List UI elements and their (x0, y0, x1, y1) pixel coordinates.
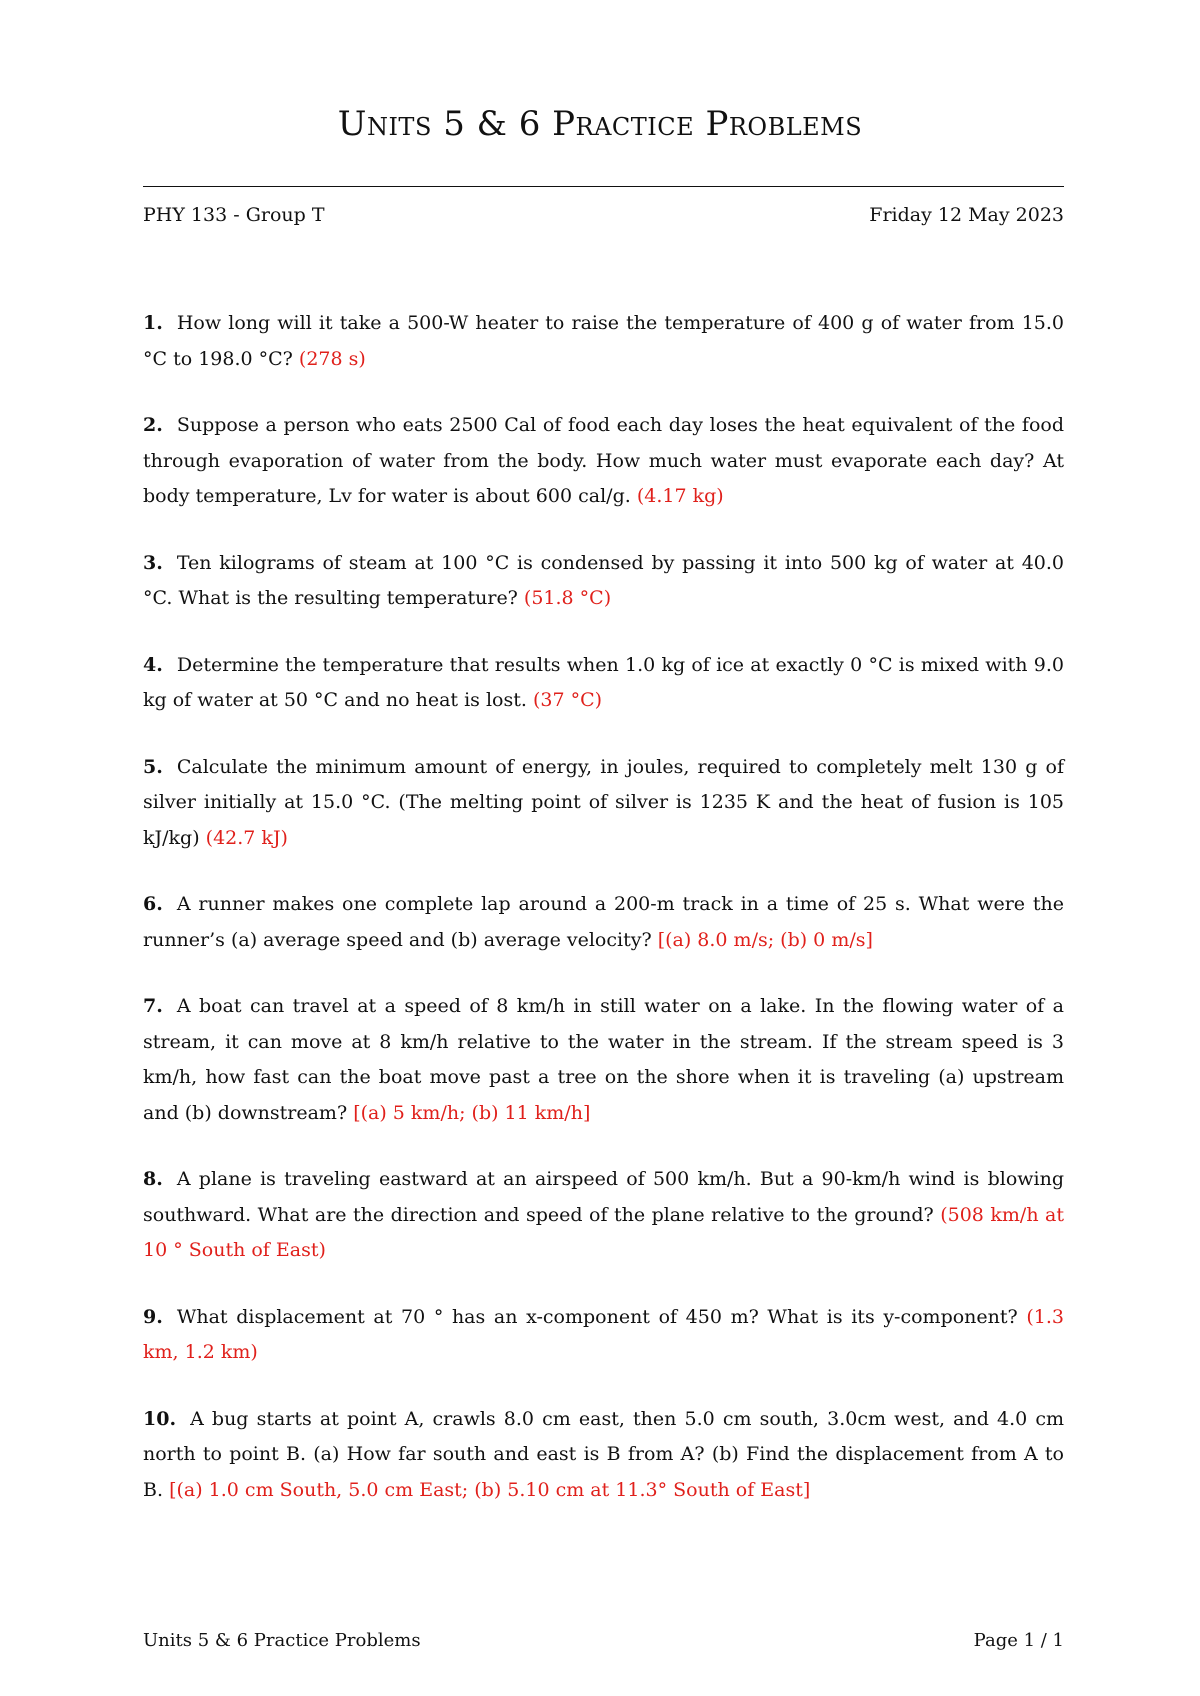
problem-answer: (37 °C) (532, 689, 603, 711)
problem-answer: (278 s) (298, 347, 366, 370)
header-meta (143, 204, 1064, 226)
problem-answer: (4.17 kg) (636, 485, 724, 507)
problem-5 (143, 750, 1064, 857)
problem-number: 3. (143, 551, 163, 574)
problem-list (143, 306, 1064, 1539)
footer-title: Units 5 & 6 Practice Problems (143, 1630, 421, 1651)
problem-number: 2. (143, 414, 163, 436)
problem-text: Suppose a person who eats 2500 Cal of food each day loses the heat equivalent of the food through evaporation of water from the body. How much water must evaporate each day? At body temperature, Lv for water is about 600 cal/g. (143, 414, 1064, 507)
problem-text: A runner makes one complete lap around a 200-m track in a time of 25 s. What were the runner’s (a) average speed and (b) average velocity? (143, 893, 1064, 951)
problem-number: 1. (143, 312, 163, 334)
problem-answer: (42.7 kJ) (205, 826, 288, 849)
problem-text: Calculate the minimum amount of energy, in joules, required to completely melt 130 g of silver initially at 15.0 °C. (The melting point of silver is 1235 K and the heat of fusion is 105 kJ/kg) (143, 755, 1064, 849)
problem-10 (143, 1402, 1064, 1509)
problem-answer: (1.3 km, 1.2 km) (143, 1305, 1065, 1363)
problem-number: 7. (143, 995, 163, 1017)
page-number: Page 1 / 1 (973, 1630, 1064, 1651)
problem-4 (143, 648, 1064, 719)
page-title: Units 5 & 6 Practice Problems (337, 104, 863, 144)
problem-answer: [(a) 8.0 m/s; (b) 0 m/s] (657, 928, 873, 951)
problem-3 (143, 546, 1064, 617)
course-label: PHY 133 - Group T (143, 204, 325, 226)
problem-number: 6. (143, 893, 163, 915)
problem-number: 10. (143, 1407, 177, 1430)
problem-number: 5. (143, 755, 163, 778)
problem-text: Ten kilograms of steam at 100 °C is condensed by passing it into 500 kg of water at 40.0 °C. What is the resulting temperature? (143, 551, 1064, 609)
problem-1 (143, 306, 1064, 377)
problem-text: A bug starts at point A, crawls 8.0 cm east, then 5.0 cm south, 3.0cm west, and 4.0 cm north to point B. (a) How far south and east is B from A? (b) Find the displacement from A to B. (143, 1407, 1064, 1501)
title-divider (143, 186, 1064, 187)
problem-6 (143, 887, 1064, 958)
problem-9 (143, 1300, 1064, 1371)
problem-text: Determine the temperature that results when 1.0 kg of ice at exactly 0 °C is mixed with 9.0 kg of water at 50 °C and no heat is lost. (143, 653, 1064, 711)
problem-answer: [(a) 1.0 cm South, 5.0 cm East; (b) 5.10 cm at 11.3° South of East] (169, 1478, 811, 1501)
page-footer (143, 1630, 1064, 1651)
problem-text: A plane is traveling eastward at an airspeed of 500 km/h. But a 90-km/h wind is blowing southward. What are the direction and speed of the plane relative to the ground? (143, 1168, 1064, 1226)
problem-text: How long will it take a 500-W heater to raise the temperature of 400 g of water from 15.0 °C to 198.0 °C? (143, 312, 1064, 370)
problem-text: A boat can travel at a speed of 8 km/h in still water on a lake. In the flowing water of a stream, it can move at 8 km/h relative to the water in the stream. If the stream speed is 3 km/h, how fast can the boat move past a tree on the shore when it is traveling (a) upstream and (b) downstream? (143, 995, 1064, 1124)
problem-7 (143, 989, 1064, 1131)
date-label: Friday 12 May 2023 (869, 204, 1064, 226)
problem-answer: [(a) 5 km/h; (b) 11 km/h] (353, 1101, 591, 1124)
problem-answer: (51.8 °C) (523, 587, 612, 609)
problem-8 (143, 1162, 1064, 1269)
problem-number: 9. (143, 1305, 163, 1328)
problem-answer: (508 km/h at 10 ° South of East) (143, 1203, 1065, 1261)
problem-number: 4. (143, 653, 163, 676)
problem-text: What displacement at 70 ° has an x-component of 450 m? What is its y-component? (176, 1305, 1018, 1328)
problem-2 (143, 408, 1064, 515)
problem-number: 8. (143, 1168, 163, 1190)
